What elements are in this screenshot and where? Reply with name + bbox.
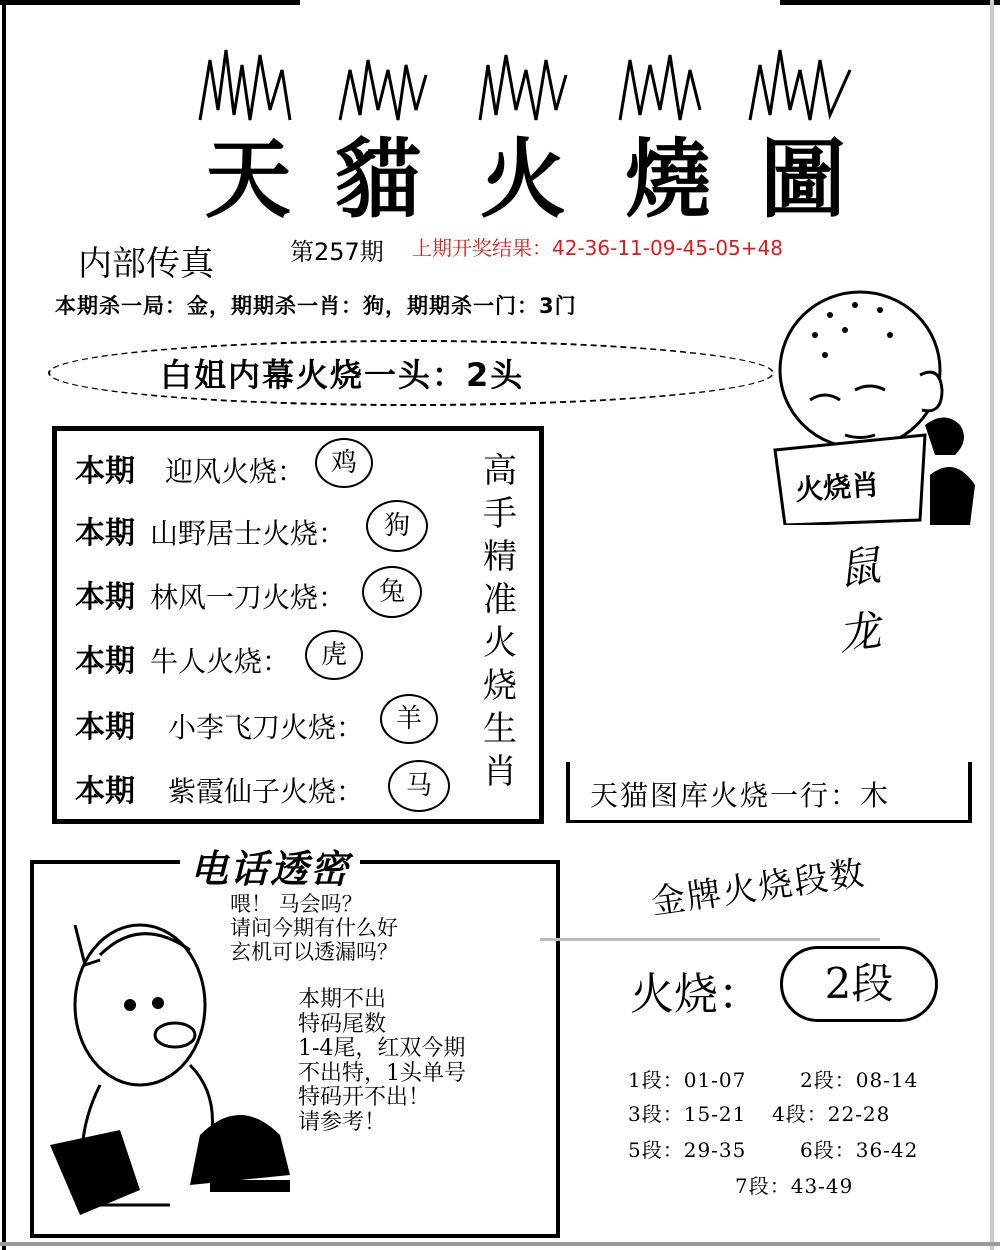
last-result: 上期开奖结果：42-36-11-09-45-05+48 [412,236,783,260]
segment-item: 6段：36-42 [800,1138,919,1162]
frame-bottom-border [0,1242,1000,1246]
phone-question [230,892,398,964]
row-label: 本期 [75,710,135,745]
golden-divider [540,938,880,941]
phone-answer-line: 1-4尾，红双今期 [298,1036,466,1061]
segment-item: 7段：43-49 [735,1174,854,1198]
row-name: 山野居士火烧： [150,517,347,550]
issue-number: 第257期 [290,238,384,266]
row-name: 迎风火烧： [165,455,306,488]
zodiac-circle: 虎 [305,630,363,680]
vertical-caption: 高手精准火烧生肖 [483,451,517,792]
row-name: 小李飞刀火烧： [168,711,365,744]
frame-top-right-border [780,0,1000,5]
row-name: 牛人火烧： [150,645,291,678]
phone-question-line: 喂！ 马会吗？ [230,892,363,916]
row-label: 本期 [75,454,135,489]
zodiac-circle: 兔 [362,566,422,618]
phone-question-line: 玄机可以透漏吗？ [230,940,398,964]
segment-item: 3段：15-21 [628,1102,747,1126]
title-char: 燒 [625,130,711,230]
cartoon-zodiac: 龙 [835,605,884,660]
row-name: 紫霞仙子火烧： [168,775,365,808]
zodiac-circle: 马 [388,760,450,812]
phone-question-line: 请问今期有什么好 [230,916,398,940]
row-label: 本期 [75,774,135,809]
golden-fire-value: 2段 [780,946,938,1022]
element-box-text: 天猫图库火烧一行：木 [590,779,891,812]
phone-answer-line: 本期不出 [298,987,387,1012]
zodiac-circle: 狗 [366,500,428,552]
frame-top-left-border [0,0,300,5]
title-char: 圖 [760,130,846,230]
title-char: 火 [480,130,566,230]
phone-answer-line: 特码开不出！ [298,1085,431,1110]
zodiac-circle: 羊 [380,694,438,744]
segment-item: 1段：01-07 [628,1068,747,1092]
row-label: 本期 [75,580,135,615]
segment-item: 4段：22-28 [772,1102,891,1126]
page-title [0,110,1000,230]
cartoon-zodiac: 鼠 [835,540,884,595]
phone-title: 电话透密 [180,838,360,893]
banner-text: 白姐内幕火烧一头：2头 [160,356,525,394]
phone-answer-line: 不出特，1头单号 [298,1060,466,1086]
title-char: 貓 [335,130,421,230]
phone-answer [298,988,466,1135]
fax-label: 内部传真 [78,244,214,284]
segment-item: 2段：08-14 [800,1068,919,1092]
phone-answer-line: 请参考！ [298,1109,387,1135]
phone-answer-line: 特码尾数 [298,1011,387,1037]
kill-line: 本期杀一局：金，期期杀一肖：狗，期期杀一门：3门 [55,294,577,318]
cartoon-sign-text: 火烧肖 [794,468,881,507]
golden-title: 金牌火烧段数 [648,853,869,923]
golden-fire-label: 火烧： [630,969,762,1020]
row-name: 林风一刀火烧： [150,581,347,614]
row-label: 本期 [75,516,135,551]
title-char: 天 [205,130,291,230]
row-label: 本期 [75,644,135,679]
zodiac-circle: 鸡 [315,438,373,488]
segment-item: 5段：29-35 [628,1138,747,1162]
